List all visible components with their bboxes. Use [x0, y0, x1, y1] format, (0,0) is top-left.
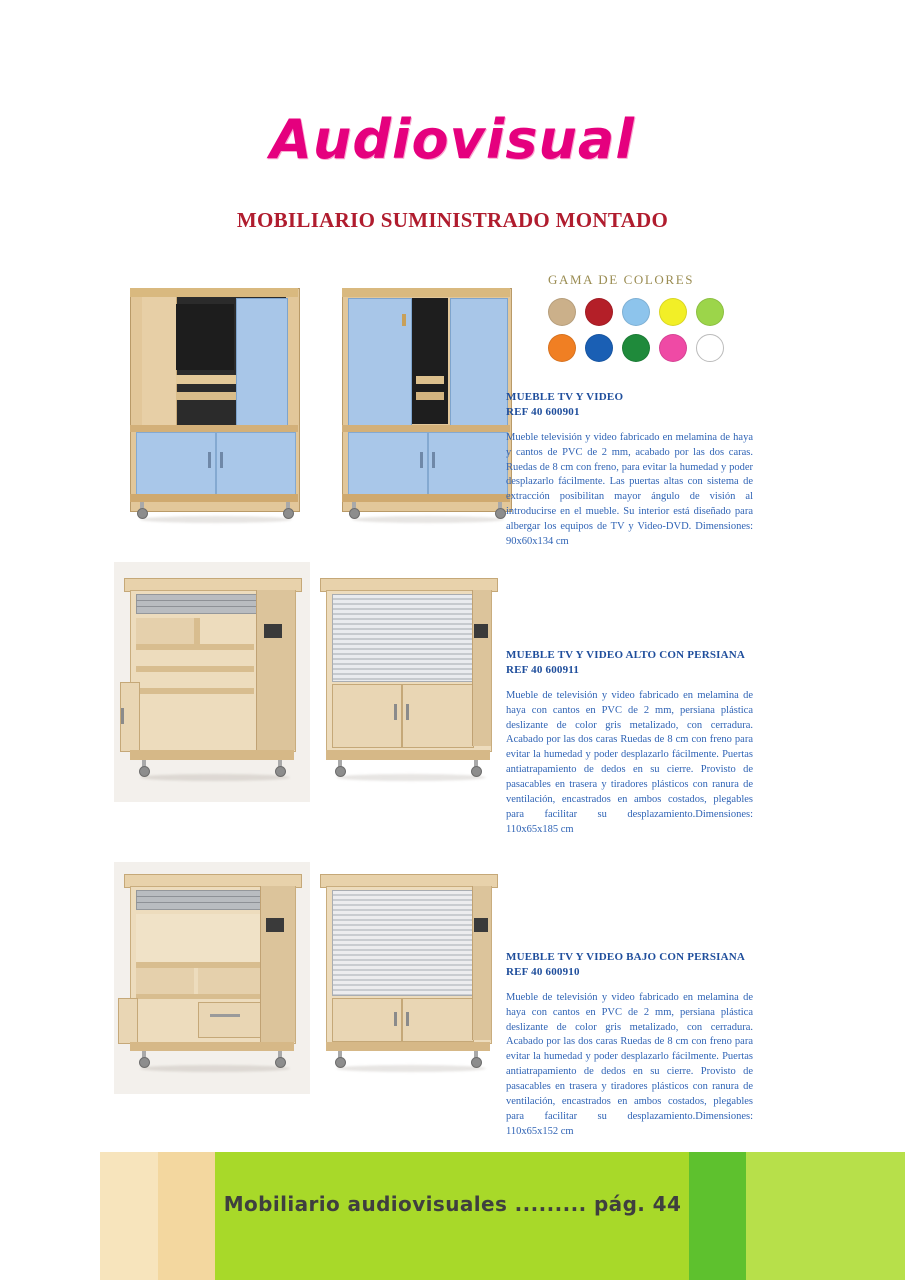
footer-band-lime-light: [746, 1152, 905, 1280]
color-swatch-row-2: [548, 334, 778, 362]
product-1-ref: REF 40 600901: [506, 405, 580, 418]
footer-band: [0, 1152, 905, 1280]
color-swatch-beige: [548, 298, 576, 326]
color-swatch-blanco: [696, 334, 724, 362]
color-range-legend: [548, 272, 778, 370]
color-swatch-rojo-oscuro: [585, 298, 613, 326]
product-1-photo-open: [116, 280, 316, 530]
product-1-photo-closed: [328, 280, 528, 530]
product-3-name: MUEBLE TV Y VIDEO BAJO CON PERSIANA: [506, 951, 746, 963]
product-1-name: MUEBLE TV Y VIDEO: [506, 391, 624, 403]
color-swatch-rosa: [659, 334, 687, 362]
color-swatch-naranja: [548, 334, 576, 362]
color-swatch-amarillo: [659, 298, 687, 326]
page-subtitle: MOBILIARIO SUMINISTRADO MONTADO: [236, 208, 669, 232]
product-2-ref: REF 40 600911: [506, 663, 580, 676]
product-2-photo-open: [114, 562, 310, 802]
product-2-text: [506, 648, 753, 838]
footer-band-cream: [100, 1152, 158, 1280]
product-3-photo-closed: [310, 862, 506, 1094]
color-swatch-verde-claro: [696, 298, 724, 326]
color-swatch-azul: [585, 334, 613, 362]
product-3-text: [506, 950, 753, 1140]
product-1-description: Mueble televisión y video fabricado en melamina de haya y cantos de PVC de 2 mm, acabado por las dos caras. Ruedas de 8 cm con freno, para evitar la humedad y poder desplazarlo fácilmente. Las puertas altas con sistema de extracción posibilitan mayor ángulo de visión al introducirse en el mueble. Su interior está diseñado para albergar los equipos de TV y Video-DVD. Dimensiones: 90x60x134 cm: [506, 431, 753, 548]
product-3-ref: REF 40 600910: [506, 965, 580, 978]
footer-band-green: [689, 1152, 746, 1280]
product-2-name: MUEBLE TV Y VIDEO ALTO CON PERSIANA: [506, 649, 746, 661]
color-swatch-azul-claro: [622, 298, 650, 326]
color-swatch-verde: [622, 334, 650, 362]
page-title: Audiovisual: [270, 108, 635, 171]
footer-band-lime: [215, 1152, 689, 1280]
footer-band-cream-dark: [158, 1152, 215, 1280]
product-2-photo-closed: [310, 562, 506, 802]
color-swatch-row-1: [548, 298, 778, 326]
product-3-photo-open: [114, 862, 310, 1094]
product-1-text: [506, 390, 753, 550]
product-2-description: Mueble de televisión y video fabricado en melamina de haya con cantos en PVC de 2 mm, persiana plástica deslizante de color gris metalizado, con cerradura. Acabado por las dos caras Ruedas de 8 cm con freno para evitar la humedad y poder desplazarlo fácilmente. Puertas antiatrapamiento de dedos en su cierre. Provisto de pasacables en trasera y tiradores plásticos con ranura de ventilación, encastrados en ambos costados, plegables para facilitar su desplazamiento.Dimensiones: 110x65x185 cm: [506, 689, 753, 835]
footer-caption: Mobiliario audiovisuales ......... pág. 44: [223, 1192, 682, 1216]
color-range-title: GAMA DE COLORES: [548, 272, 695, 287]
product-3-description: Mueble de televisión y video fabricado en melamina de haya con cantos en PVC de 2 mm, persiana plástica deslizante de color gris metalizado, con cerradura. Acabado por las dos caras Ruedas de 8 cm con freno para evitar la humedad y poder desplazarlo fácilmente. Puertas antiatrapamiento de dedos en su cierre. Provisto de pasacables en trasera y tiradores plásticos con ranura de ventilación, encastrados en ambos costados, plegables para facilitar su desplazamiento.Dimensiones: 110x65x152 cm: [506, 991, 753, 1137]
